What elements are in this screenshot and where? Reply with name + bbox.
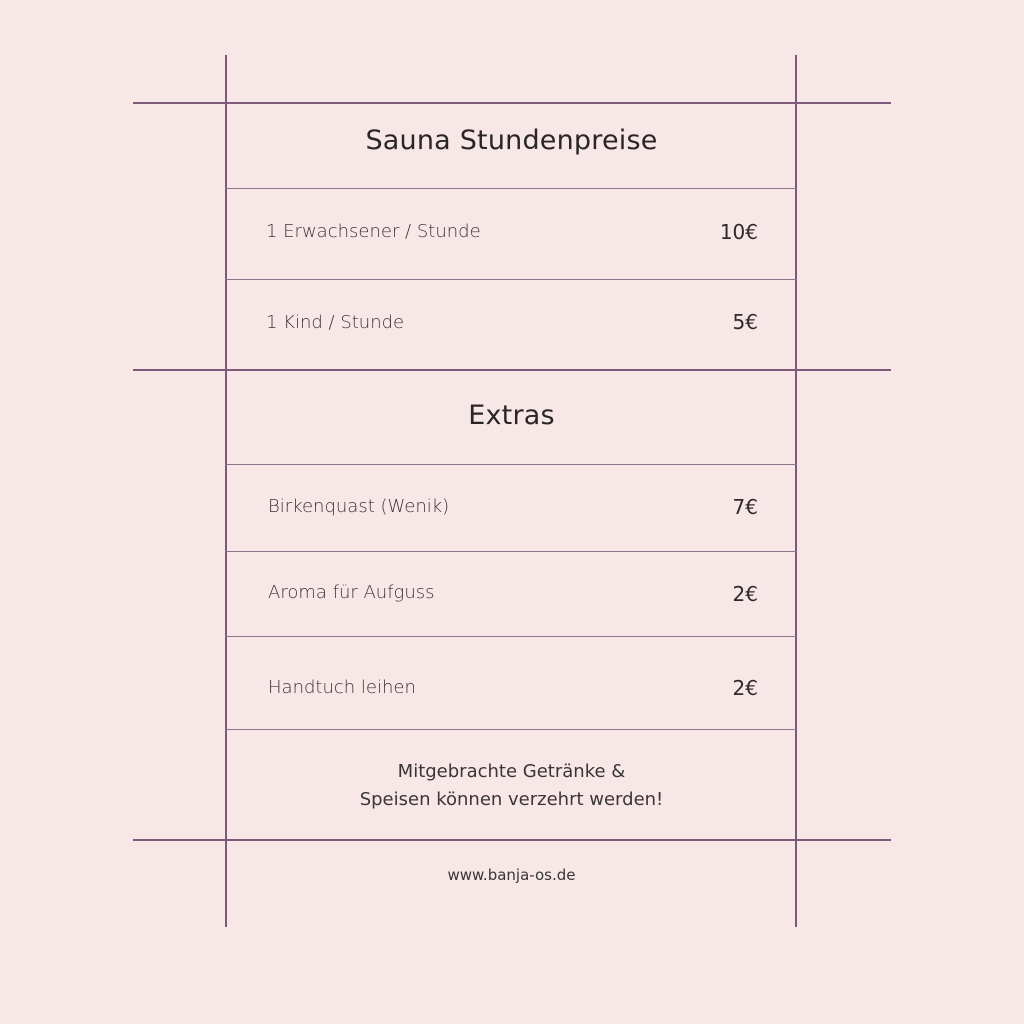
- row-divider: [226, 551, 797, 552]
- price-value: 2€: [732, 582, 758, 606]
- row-divider: [226, 279, 797, 280]
- note-line-1: Mitgebrachte Getränke &: [397, 761, 626, 782]
- price-label: Handtuch leihen: [268, 677, 416, 698]
- note-line-2: Speisen können verzehrt werden!: [359, 789, 664, 810]
- row-divider: [226, 188, 797, 189]
- price-value: 2€: [732, 676, 758, 700]
- frame-top-line: [133, 102, 891, 104]
- frame-middle-line: [133, 369, 891, 371]
- website-link[interactable]: www.banja-os.de: [447, 866, 576, 884]
- frame-bottom-line: [133, 839, 891, 841]
- row-divider: [226, 636, 797, 637]
- price-value: 5€: [732, 310, 758, 334]
- price-label: 1 Kind / Stunde: [266, 312, 405, 333]
- row-divider: [226, 464, 797, 465]
- note-text: [227, 758, 796, 814]
- section-title-extras: Extras: [468, 400, 555, 431]
- price-value: 7€: [732, 495, 758, 519]
- section-title-hourly: Sauna Stundenpreise: [365, 125, 658, 156]
- price-label: Birkenquast (Wenik): [268, 496, 450, 517]
- price-label: Aroma für Aufguss: [268, 582, 435, 603]
- price-label: 1 Erwachsener / Stunde: [266, 221, 481, 242]
- price-value: 10€: [719, 220, 758, 244]
- row-divider: [226, 729, 797, 730]
